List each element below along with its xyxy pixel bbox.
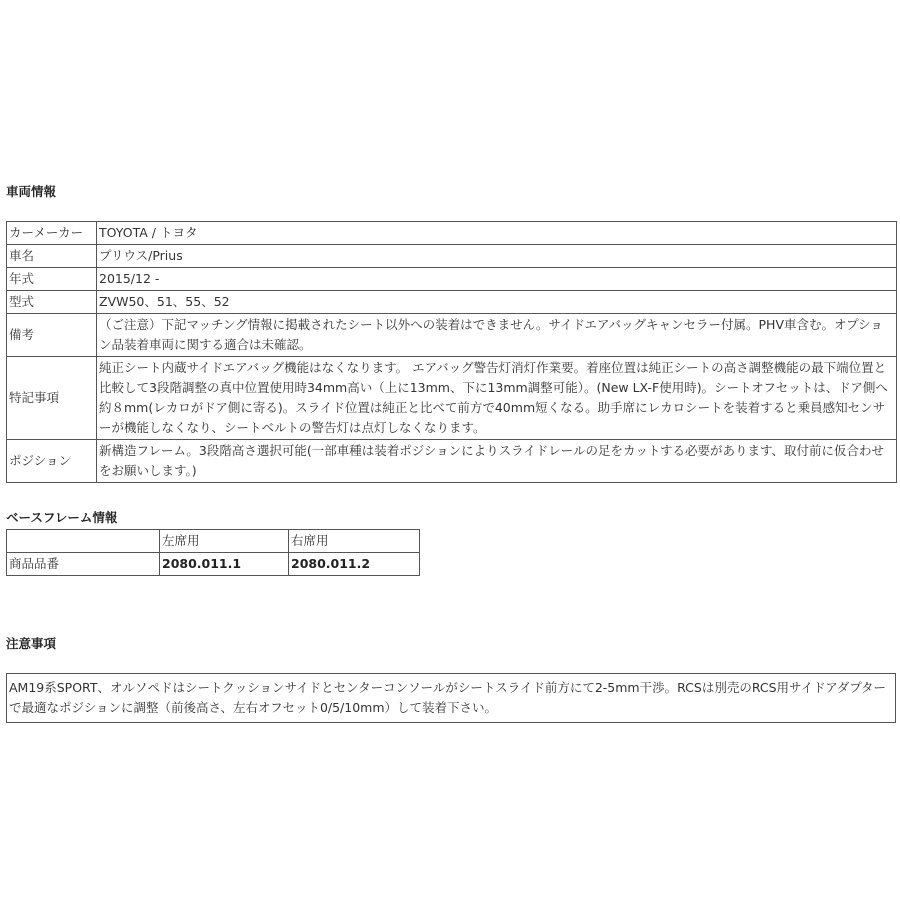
special-notes-label: 特記事項 <box>7 357 97 440</box>
vehicle-info-table <box>6 221 897 483</box>
notes-table <box>6 673 896 723</box>
right-part-number: 2080.011.2 <box>289 553 420 576</box>
model-code-label: 型式 <box>7 291 97 314</box>
part-number-label: 商品品番 <box>7 553 160 576</box>
table-row <box>7 357 897 440</box>
table-row <box>7 222 897 245</box>
notes-text: AM19系SPORT、オルソペドはシートクッションサイドとセンターコンソールがシートスライド前方にて2-5mm干渉。RCSは別売のRCS用サイドアダプターで最適なポジションに調整（前後高さ、左右オフセット0/5/10mm）して装着下さい。 <box>7 674 896 723</box>
table-row <box>7 291 897 314</box>
left-part-number: 2080.011.1 <box>160 553 289 576</box>
table-row <box>7 674 896 723</box>
header-empty-cell <box>7 530 160 553</box>
position-label: ポジション <box>7 440 97 483</box>
base-frame-table <box>6 529 420 576</box>
table-row <box>7 245 897 268</box>
model-year-label: 年式 <box>7 268 97 291</box>
header-left-seat: 左席用 <box>160 530 289 553</box>
model-code-value: ZVW50、51、55、52 <box>97 291 897 314</box>
model-year-value: 2015/12 - <box>97 268 897 291</box>
table-row <box>7 268 897 291</box>
remarks-label: 備考 <box>7 314 97 357</box>
car-maker-label: カーメーカー <box>7 222 97 245</box>
table-row <box>7 440 897 483</box>
special-notes-value: 純正シート内蔵サイドエアバッグ機能はなくなります。 エアバッグ警告灯消灯作業要。着座位置は純正シートの高さ調整機能の最下端位置と比較して3段階調整の真中位置使用時34mm高い（上に13mm、下に13mm調整可能）。(New LX-F使用時)。シートオフセットは、ドア側へ約８mm(レカロがドア側に寄る)。スライド位置は純正と比べて前方で40mm短くなる。助手席にレカロシートを装着すると乗員感知センサーが機能しなくなり、シートベルトの警告灯は点灯しなくなります。 <box>97 357 897 440</box>
car-name-value: プリウス/Prius <box>97 245 897 268</box>
vehicle-info-heading: 車両情報 <box>6 184 57 199</box>
base-frame-heading: ベースフレーム情報 <box>6 510 118 525</box>
header-right-seat: 右席用 <box>289 530 420 553</box>
table-header-row <box>7 530 420 553</box>
remarks-value: （ご注意）下記マッチング情報に掲載されたシート以外への装着はできません。サイドエアバッグキャンセラー付属。PHV車含む。オプション品装着車両に関する適合は未確認。 <box>97 314 897 357</box>
position-value: 新構造フレーム。3段階高さ選択可能(一部車種は装着ポジションによりスライドレールの足をカットする必要があります、取付前に仮合わせをお願いします。) <box>97 440 897 483</box>
car-maker-value: TOYOTA / トヨタ <box>97 222 897 245</box>
notes-heading: 注意事項 <box>6 636 57 651</box>
car-name-label: 車名 <box>7 245 97 268</box>
table-row <box>7 553 420 576</box>
table-row <box>7 314 897 357</box>
